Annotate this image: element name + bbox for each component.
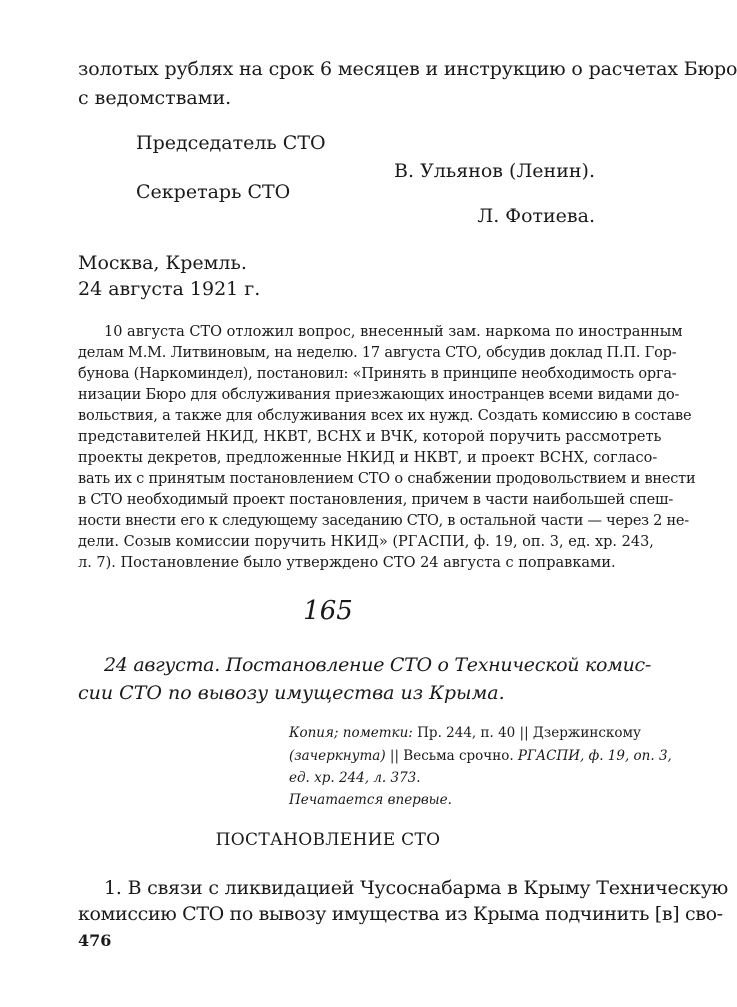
footnote-line: в СТО необходимый проект постановления, причем в части наибольшей спеш- <box>78 492 674 508</box>
place: Москва, Кремль. <box>78 252 247 274</box>
section-title: ПОСТАНОВЛЕНИЕ СТО <box>215 830 441 850</box>
date: 24 августа 1921 г. <box>78 278 261 300</box>
footnote-line: ности внести его к следующему заседанию СТО, в остальной части — через 2 не- <box>78 513 689 529</box>
footnote-line: вать их с принятым постановлением СТО о снабжении продовольствием и внести <box>78 471 696 487</box>
document-heading-line-1: 24 августа. Постановление СТО о Технической комис- <box>104 654 651 676</box>
archival-note-line-4: Печатается впервые. <box>289 792 452 808</box>
footnote-line: проекты декретов, предложенные НКИД и НКВТ, и проект ВСНХ, согласо- <box>78 450 658 466</box>
footnote-line: дели. Созыв комиссии поручить НКИД» (РГАСПИ, ф. 19, оп. 3, ед. хр. 243, <box>78 534 654 550</box>
footnote-line: низации Бюро для обслуживания приезжающих иностранцев всеми видами до- <box>78 387 680 403</box>
document-heading-line-2: сии СТО по вывозу имущества из Крыма. <box>78 682 505 704</box>
archival-note-line-2: (зачеркнута) || Весьма срочно. РГАСПИ, ф. 19, оп. 3, <box>289 748 672 764</box>
body-paragraph-line-1: 1. В связи с ликвидацией Чусоснабарма в Крыму Техническую <box>104 877 729 899</box>
archival-note-line-1: Копия; пометки: Пр. 244, п. 40 || Дзержинскому <box>289 725 641 741</box>
top-paragraph-line-2: с ведомствами. <box>78 87 232 109</box>
chair-name: В. Ульянов (Ленин). <box>394 160 595 182</box>
chair-title: Председатель СТО <box>136 132 326 154</box>
secretary-title: Секретарь СТО <box>136 181 291 203</box>
document-number: 165 <box>303 596 353 626</box>
footnote-line: представителей НКИД, НКВТ, ВСНХ и ВЧК, которой поручить рассмотреть <box>78 429 662 445</box>
secretary-name: Л. Фотиева. <box>477 205 595 227</box>
footnote-line: 10 августа СТО отложил вопрос, внесенный зам. наркома по иностранным <box>104 324 683 340</box>
footnote-line: делам М.М. Литвиновым, на неделю. 17 августа СТО, обсудив доклад П.П. Гор- <box>78 345 677 361</box>
page-number: 476 <box>78 931 112 950</box>
top-paragraph-line-1: золотых рублях на срок 6 месяцев и инструкцию о расчетах Бюро <box>78 58 737 80</box>
body-paragraph-line-2: комиссию СТО по вывозу имущества из Крыма подчинить [в] сво- <box>78 903 723 925</box>
footnote-line: бунова (Наркоминдел), постановил: «Принять в принципе необходимость орга- <box>78 366 677 382</box>
footnote-line: вольствия, а также для обслуживания всех их нужд. Создать комиссию в составе <box>78 408 692 424</box>
archival-note-line-3: ед. хр. 244, л. 373. <box>289 770 421 786</box>
footnote-line: л. 7). Постановление было утверждено СТО 24 августа с поправками. <box>78 555 616 571</box>
